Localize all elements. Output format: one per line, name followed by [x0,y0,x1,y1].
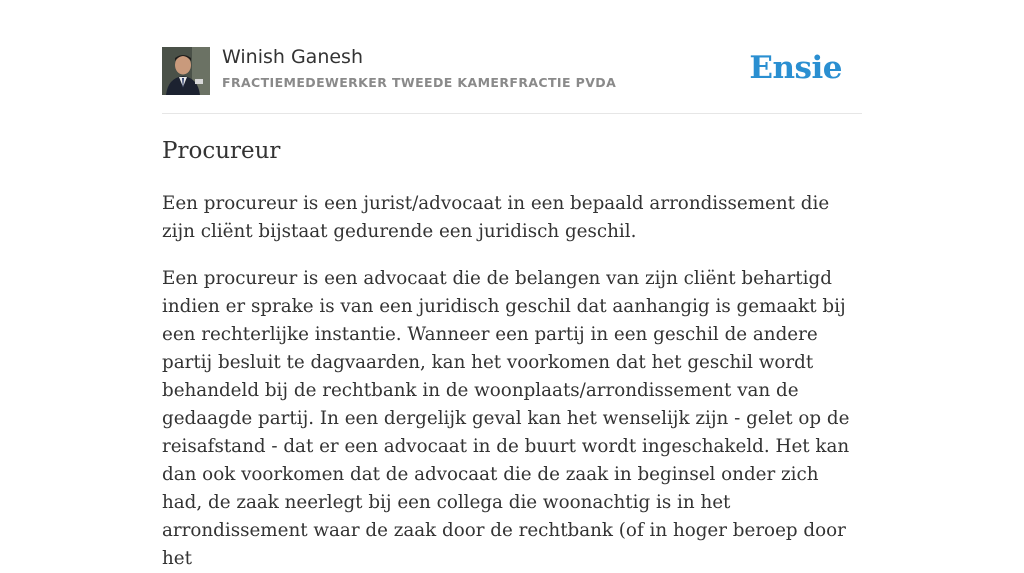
article-paragraph-1: Een procureur is een jurist/advocaat in een bepaald arrondissement die zijn cliënt bijstaat gedurende een juridisch geschil. [162,193,830,242]
avatar-photo-icon [162,47,210,95]
author-role: FRACTIEMEDEWERKER TWEEDE KAMERFRACTIE PVDA [222,75,617,90]
author-header [162,0,862,114]
brand-logo[interactable]: Ensie [749,50,842,86]
article-paragraph-2: Een procureur is een advocaat die de belangen van zijn cliënt behartigd indien er sprake is van een juridisch geschil dat aanhangig is gemaakt bij een rechterlijke instantie. Wanneer een partij in een geschil de andere partij besluit te dagvaarden, kan het voorkomen dat het geschil wordt behandeld bij de rechtbank in de woonplaats/arrondissement van de gedaagde partij. In een dergelijk geval kan het wenselijk zijn - gelet op de reisafstand - dat er een advocaat in de buurt wordt ingeschakeld. Het kan dan ook voorkomen dat de advocaat die de zaak in beginsel onder zich had, de zaak neerlegt bij een collega die woonachtig is in het arrondissement waar de zaak door de rechtbank (of in hoger beroep door het [162,268,850,569]
article-container [162,0,862,569]
author-avatar[interactable] [162,47,210,95]
article-title: Procureur [162,138,281,164]
author-name[interactable]: Winish Ganesh [222,46,363,68]
